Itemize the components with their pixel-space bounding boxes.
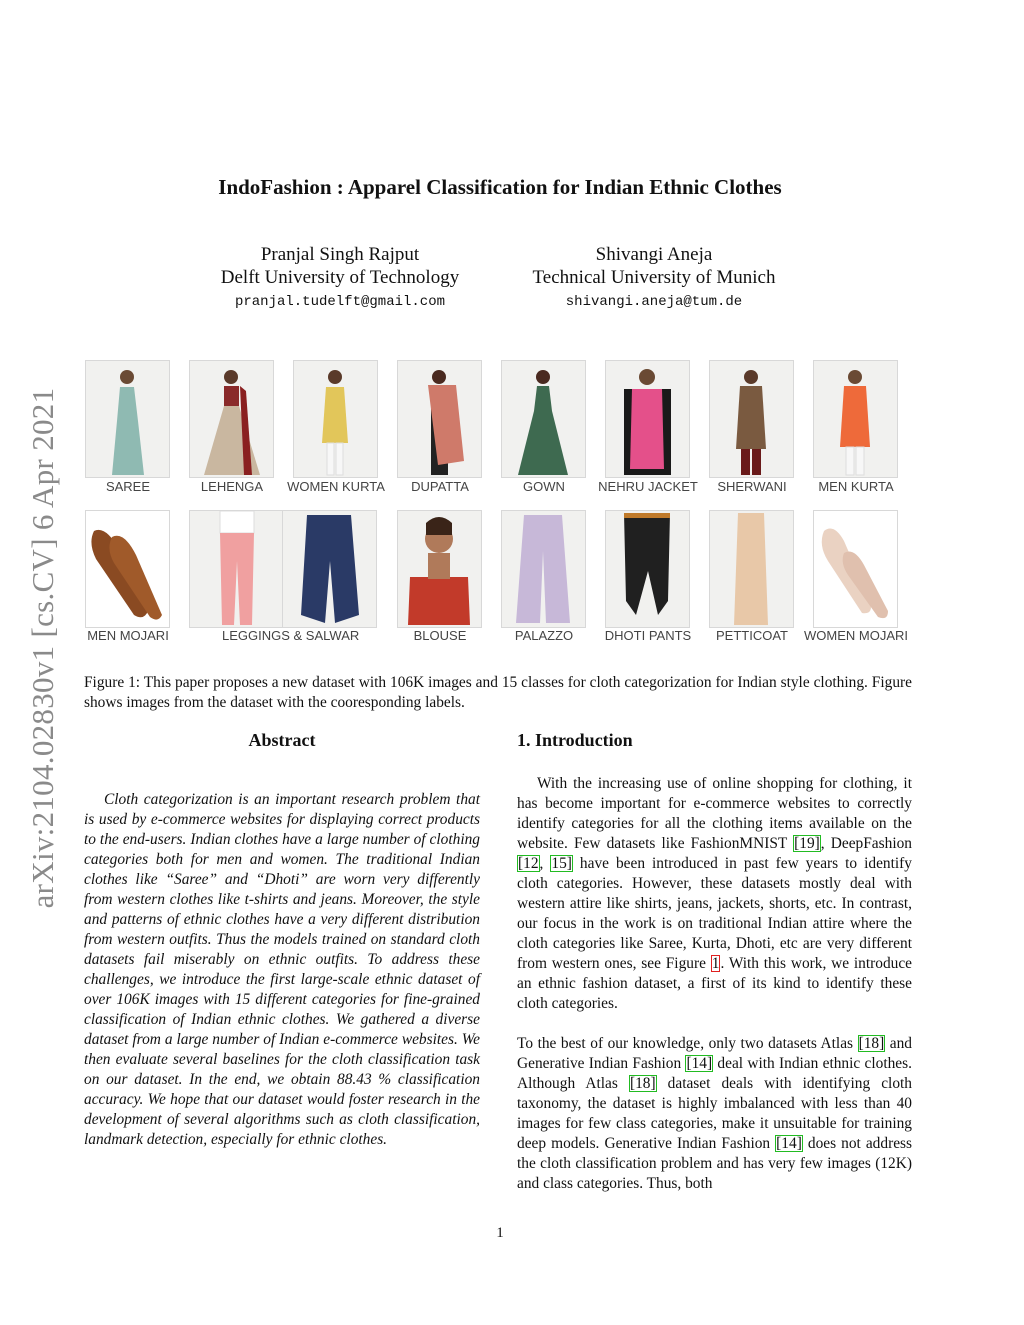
palazzo-image — [501, 510, 586, 628]
saree-image — [85, 360, 170, 478]
figure-label: MEN KURTA — [818, 479, 894, 494]
figure-label: GOWN — [523, 479, 565, 494]
dhoti-pants-image — [605, 510, 690, 628]
author-1 — [190, 243, 490, 312]
abstract-heading: Abstract — [248, 730, 316, 750]
author-name: Pranjal Singh Rajput — [260, 244, 420, 265]
author-name: Shivangi Aneja — [595, 244, 713, 265]
paper-title: IndoFashion : Apparel Classification for Indian Ethnic Clothes — [218, 175, 782, 199]
figure-label: PALAZZO — [514, 628, 574, 643]
figure-label: DUPATTA — [411, 479, 469, 494]
garment-shape — [322, 387, 348, 443]
author-email[interactable]: shivangi.aneja@tum.de — [565, 294, 743, 310]
salwar-image — [282, 510, 377, 628]
author-2 — [504, 243, 804, 312]
petticoat-image — [709, 510, 794, 628]
intro-paragraph-2: To the best of our knowledge, only two datasets Atlas [18] and Generative Indian Fashion [14] deal with Indian ethnic clothes. Although Atlas [18] dataset deals with identifying cloth taxonomy, the dataset is highly imbalanced with less than 40 images for few class categories, make it unsuitable for training deep models. Generative Indian Fashion [14] does not address the cloth classification problem and has very few images (12K) and class categories. Thus, both — [517, 1035, 913, 1192]
figure-label: WOMEN KURTA — [287, 479, 385, 494]
author-affiliation: Technical University of Munich — [532, 267, 776, 288]
sherwani-image — [709, 360, 794, 478]
nehru-jacket-image — [605, 360, 690, 478]
citation-link[interactable]: 15] — [551, 855, 572, 872]
garment-shape — [630, 389, 664, 469]
figure-label: NEHRU JACKET — [598, 479, 698, 494]
blouse-image — [397, 510, 482, 628]
men-mojari-image — [85, 510, 170, 628]
citation-link[interactable]: [14] — [776, 1135, 802, 1152]
men-kurta-image — [813, 360, 898, 478]
garment-shape — [408, 577, 470, 625]
women-kurta-image — [293, 360, 378, 478]
figure-caption: Figure 1: This paper proposes a new dataset with 106K images and 15 classes for cloth categorization for Indian style clothing. Figure shows images from the dataset with the cooresponding labels. — [84, 674, 912, 711]
figure-label: LEGGINGS & SALWAR — [222, 628, 360, 643]
figure-label: SHERWANI — [717, 479, 787, 494]
figure-label: LEHENGA — [200, 479, 264, 494]
introduction-heading: 1. Introduction — [517, 730, 633, 750]
garment-shape — [734, 513, 768, 625]
abstract-text: Cloth categorization is an important research problem that is used by e-commerce websites for displaying correct products to the end-users. Indian clothes have a large number of clothing categories both for men and women. The traditional Indian clothes like “Saree” and “Dhoti” are worn very differently from western clothes like t-shirts and jeans. Moreover, the style and patterns of ethnic clothes have a very different distribution from western outfits. Thus the models trained on standard cloth datasets fail miserably on ethnic outfits. To address these challenges, we introduce the first large-scale ethnic dataset of over 106K images with 15 different categories for fine-grained classification of Indian ethnic clothes. We gathered a diverse dataset from a large number of Indian e-commerce websites. We then evaluate several baselines for the cloth classification task on our dataset. In the end, we obtain 88.43 % classification accuracy. We hope that our dataset would foster research in the development of several algorithms such as cloth classification, landmark detection, especially for ethnic clothes. — [84, 791, 480, 1148]
garment-shape — [840, 386, 870, 447]
figure-link[interactable]: 1 — [711, 955, 720, 972]
figure-label: MEN MOJARI — [87, 628, 169, 643]
women-mojari-image — [813, 510, 898, 628]
citation-link[interactable]: [18] — [858, 1035, 885, 1052]
author-affiliation: Delft University of Technology — [220, 267, 460, 288]
lehenga-image — [189, 360, 274, 478]
abstract-section — [84, 730, 480, 1150]
figure-label: BLOUSE — [413, 628, 467, 643]
dupatta-image — [397, 360, 482, 478]
citation-link[interactable]: [14] — [686, 1055, 713, 1072]
arxiv-stamp: arXiv:2104.02830v1 [cs.CV] 6 Apr 2021 — [25, 387, 60, 908]
intro-paragraph-1: With the increasing use of online shopping for clothing, it has become important for e-commerce websites to correctly identify categories for all the clothing items available on the website. Few datasets like FashionMNIST [19], DeepFashion [12, 15] have been introduced in past few years to identify cloth categories. However, these datasets mostly deal with western attire like shirts, jeans, jackets, shorts, etc. In contrast, our focus in the work is on traditional Indian attire where the cloth categories like Saree, Kurta, Dhoti, etc are very different from western ones, see Figure 1. With this work, we introduce an ethnic fashion dataset, a first of its kind to identify these cloth categories. — [517, 775, 912, 1012]
figure-label: PETTICOAT — [716, 628, 788, 643]
introduction-section — [517, 730, 912, 1194]
author-email[interactable]: pranjal.tudelft@gmail.com — [234, 294, 446, 310]
figure-label: SAREE — [105, 479, 151, 494]
citation-link[interactable]: [19] — [794, 835, 820, 852]
citation-link[interactable]: [18] — [629, 1075, 656, 1092]
page-number: 1 — [496, 1225, 504, 1241]
garment-shape — [736, 386, 766, 449]
figure-label: DHOTI PANTS — [604, 628, 692, 643]
gown-image — [501, 360, 586, 478]
leggings-image — [189, 510, 284, 628]
figure-label: WOMEN MOJARI — [804, 628, 908, 643]
figure-1 — [84, 360, 914, 650]
citation-link[interactable]: [12 — [518, 855, 539, 872]
